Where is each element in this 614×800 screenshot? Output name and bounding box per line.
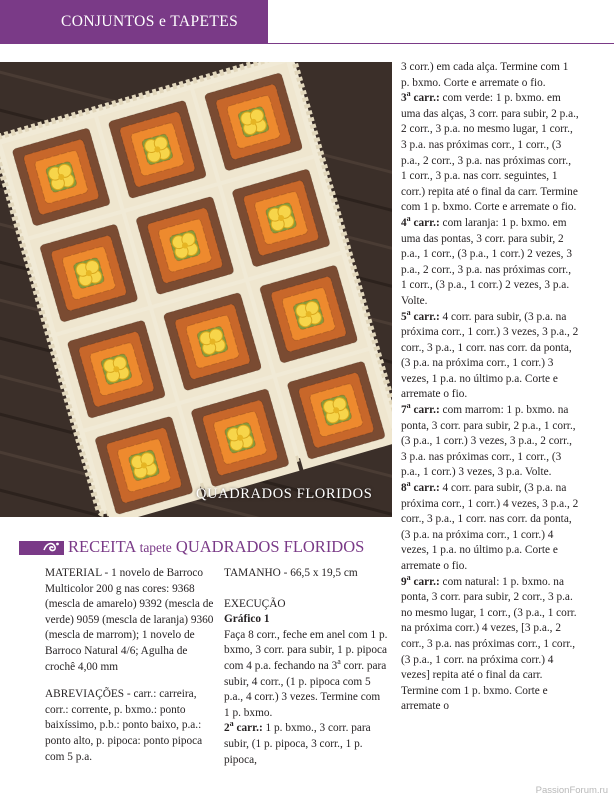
column-execution: [224, 566, 388, 768]
recipe-label: RECEITA: [68, 537, 136, 556]
round-paragraph: 4$^a$ carr.: com laranja: 1 p. bxmo. em uma das pontas, 3 corr. para subir, 2 p.a., 1 corr., (3 p.a., 1 corr.) 2 vezes, 3 p.a., 2 corr., 3 p.a. nas próximas corr., 1 corr., (3 p.a., 1 corr.) 2 vezes, 3 p.a. Volte.: [401, 214, 572, 307]
chart-heading: [224, 612, 388, 628]
chart-label: Gráfico 1: [224, 613, 270, 626]
round-label: 7$^a$ carr.:: [401, 401, 440, 417]
crochet-rug-illustration: [0, 62, 392, 517]
recipe-type: tapete: [139, 540, 172, 555]
round-label: 8$^a$ carr.:: [401, 479, 440, 495]
round-2-label: 2$^a$ carr.:: [224, 719, 263, 735]
column-materials: [45, 566, 217, 765]
recipe-title-text: [64, 537, 368, 557]
recipe-name: QUADRADOS FLORIDOS: [175, 537, 365, 556]
round-paragraph: 9$^a$ carr.: com natural: 1 p. bxmo. na ponta, 3 corr. para subir, 2 corr., 3 p.a. no mesmo lugar, 1 corr., (3 p.a., 1 corr. na próxima corr.) 4 vezes, [3 p.a., 2 corr., 3 p.a. nas próximas corr., 1 corr., (3 p.a., 1 corr. na próxima corr.) 4 vezes] repita até o final da carr. Termine com 1 p. bxmo. Corte e arremate o: [401, 572, 577, 713]
round-label: 3$^a$ carr.:: [401, 89, 440, 105]
section-header: [0, 0, 268, 44]
rug-photo: [0, 62, 392, 517]
flourish-icon: [42, 540, 60, 554]
round-label: 4$^a$ carr.:: [401, 214, 440, 229]
round-paragraph: 7$^a$ carr.: com marrom: 1 p. bxmo. na ponta, 3 corr. para subir, 2 p.a., 1 corr., (3 p.a., 1 corr.) 3 vezes, 3 p.a., 2 corr., 3 p.a. nas próximas corr., 1 corr., (3 p.a., 1 corr.) 3 vezes, 3 p.a. Volte.: [401, 401, 576, 479]
size-paragraph: TAMANHO - 66,5 x 19,5 cm: [224, 567, 358, 579]
abbreviations-paragraph: ABREVIAÇÕES - carr.: carreira, corr.: corrente, p. bxmo.: ponto baixíssimo, p.b.: ponto baixo, p.a.: ponto alto, p. pipoca: ponto pipoca com 5 p.a.: [45, 688, 203, 763]
column-rounds: [401, 60, 579, 715]
continuation-paragraph: 3 corr.) em cada alça. Termine com 1 p. bxmo. Corte e arremate o fio.: [401, 61, 569, 89]
round-paragraph: 3$^a$ carr.: com verde: 1 p. bxmo. em uma das alças, 3 corr. para subir, 2 p.a., 2 corr., 3 p.a. no mesmo lugar, 1 corr., 3 p.a. nas próximas corr., 1 corr., (3 p.a., 2 corr., 3 p.a. nas próximas corr., 1 corr., 3 p.a. nas corr. seguintes, 1 corr.) repita até o final da carr. Termine com 1 p. bxmo. Corte e arremate o fio.: [401, 89, 579, 214]
round-label: 5$^a$ carr.:: [401, 307, 440, 323]
round-paragraph: 8$^a$ carr.: 4 corr. para subir, (3 p.a. na próxima corr., 1 corr.) 4 vezes, 3 p.a., 2 corr., 3 p.a., 1 corr. nas corr. da ponta, (3 p.a. na próxima corr., 1 corr.) 4 vezes, 1 p.a. no último p.a. Corte e arremate o fio.: [401, 479, 579, 572]
round-paragraph: 5$^a$ carr.: 4 corr. para subir, (3 p.a. na próxima corr., 1 corr.) 3 vezes, 3 p.a., 2 corr., 3 p.a., 1 corr. nas corr. da ponta, (3 p.a. na próxima corr., 1 corr.) 3 vezes, 1 p.a. no último p.a. Corte e arremate o fio.: [401, 307, 579, 401]
round-1-paragraph: Faça 8 corr., feche em anel com 1 p. bxmo, 3 corr. para subir, 1 p. pipoca com 4 p.a. fechando na 3$^a$ corr. para subir, 4 corr., (1 p. pipoca com 5 p.a., 4 corr.) 3 vezes. Termine com 1 p. bxmo.: [224, 628, 388, 719]
recipe-title: [42, 537, 368, 557]
photo-caption: QUADRADOS FLORIDOS: [196, 486, 373, 502]
materials-paragraph: MATERIAL - 1 novelo de Barroco Multicolor 200 g nas cores: 9368 (mescla de amarelo) 9392 (mescla de verde) 9059 (mescla de laranja) 9360 (mescla de marrom); 1 novelo de Barroco Natural 4/6; Agulha de crochê 4,00 mm: [45, 567, 214, 673]
section-title: CONJUNTOS e TAPETES: [61, 13, 239, 30]
execution-heading: EXECUÇÃO: [224, 597, 286, 610]
round-label: 9$^a$ carr.:: [401, 572, 440, 588]
watermark: PassionForum.ru: [535, 785, 608, 796]
header-rule: [268, 43, 614, 44]
round-2-paragraph: 2$^a$ carr.: 1 p. bxmo., 3 corr. para subir, (1 p. pipoca, 3 corr., 1 p. pipoca,: [224, 719, 371, 766]
